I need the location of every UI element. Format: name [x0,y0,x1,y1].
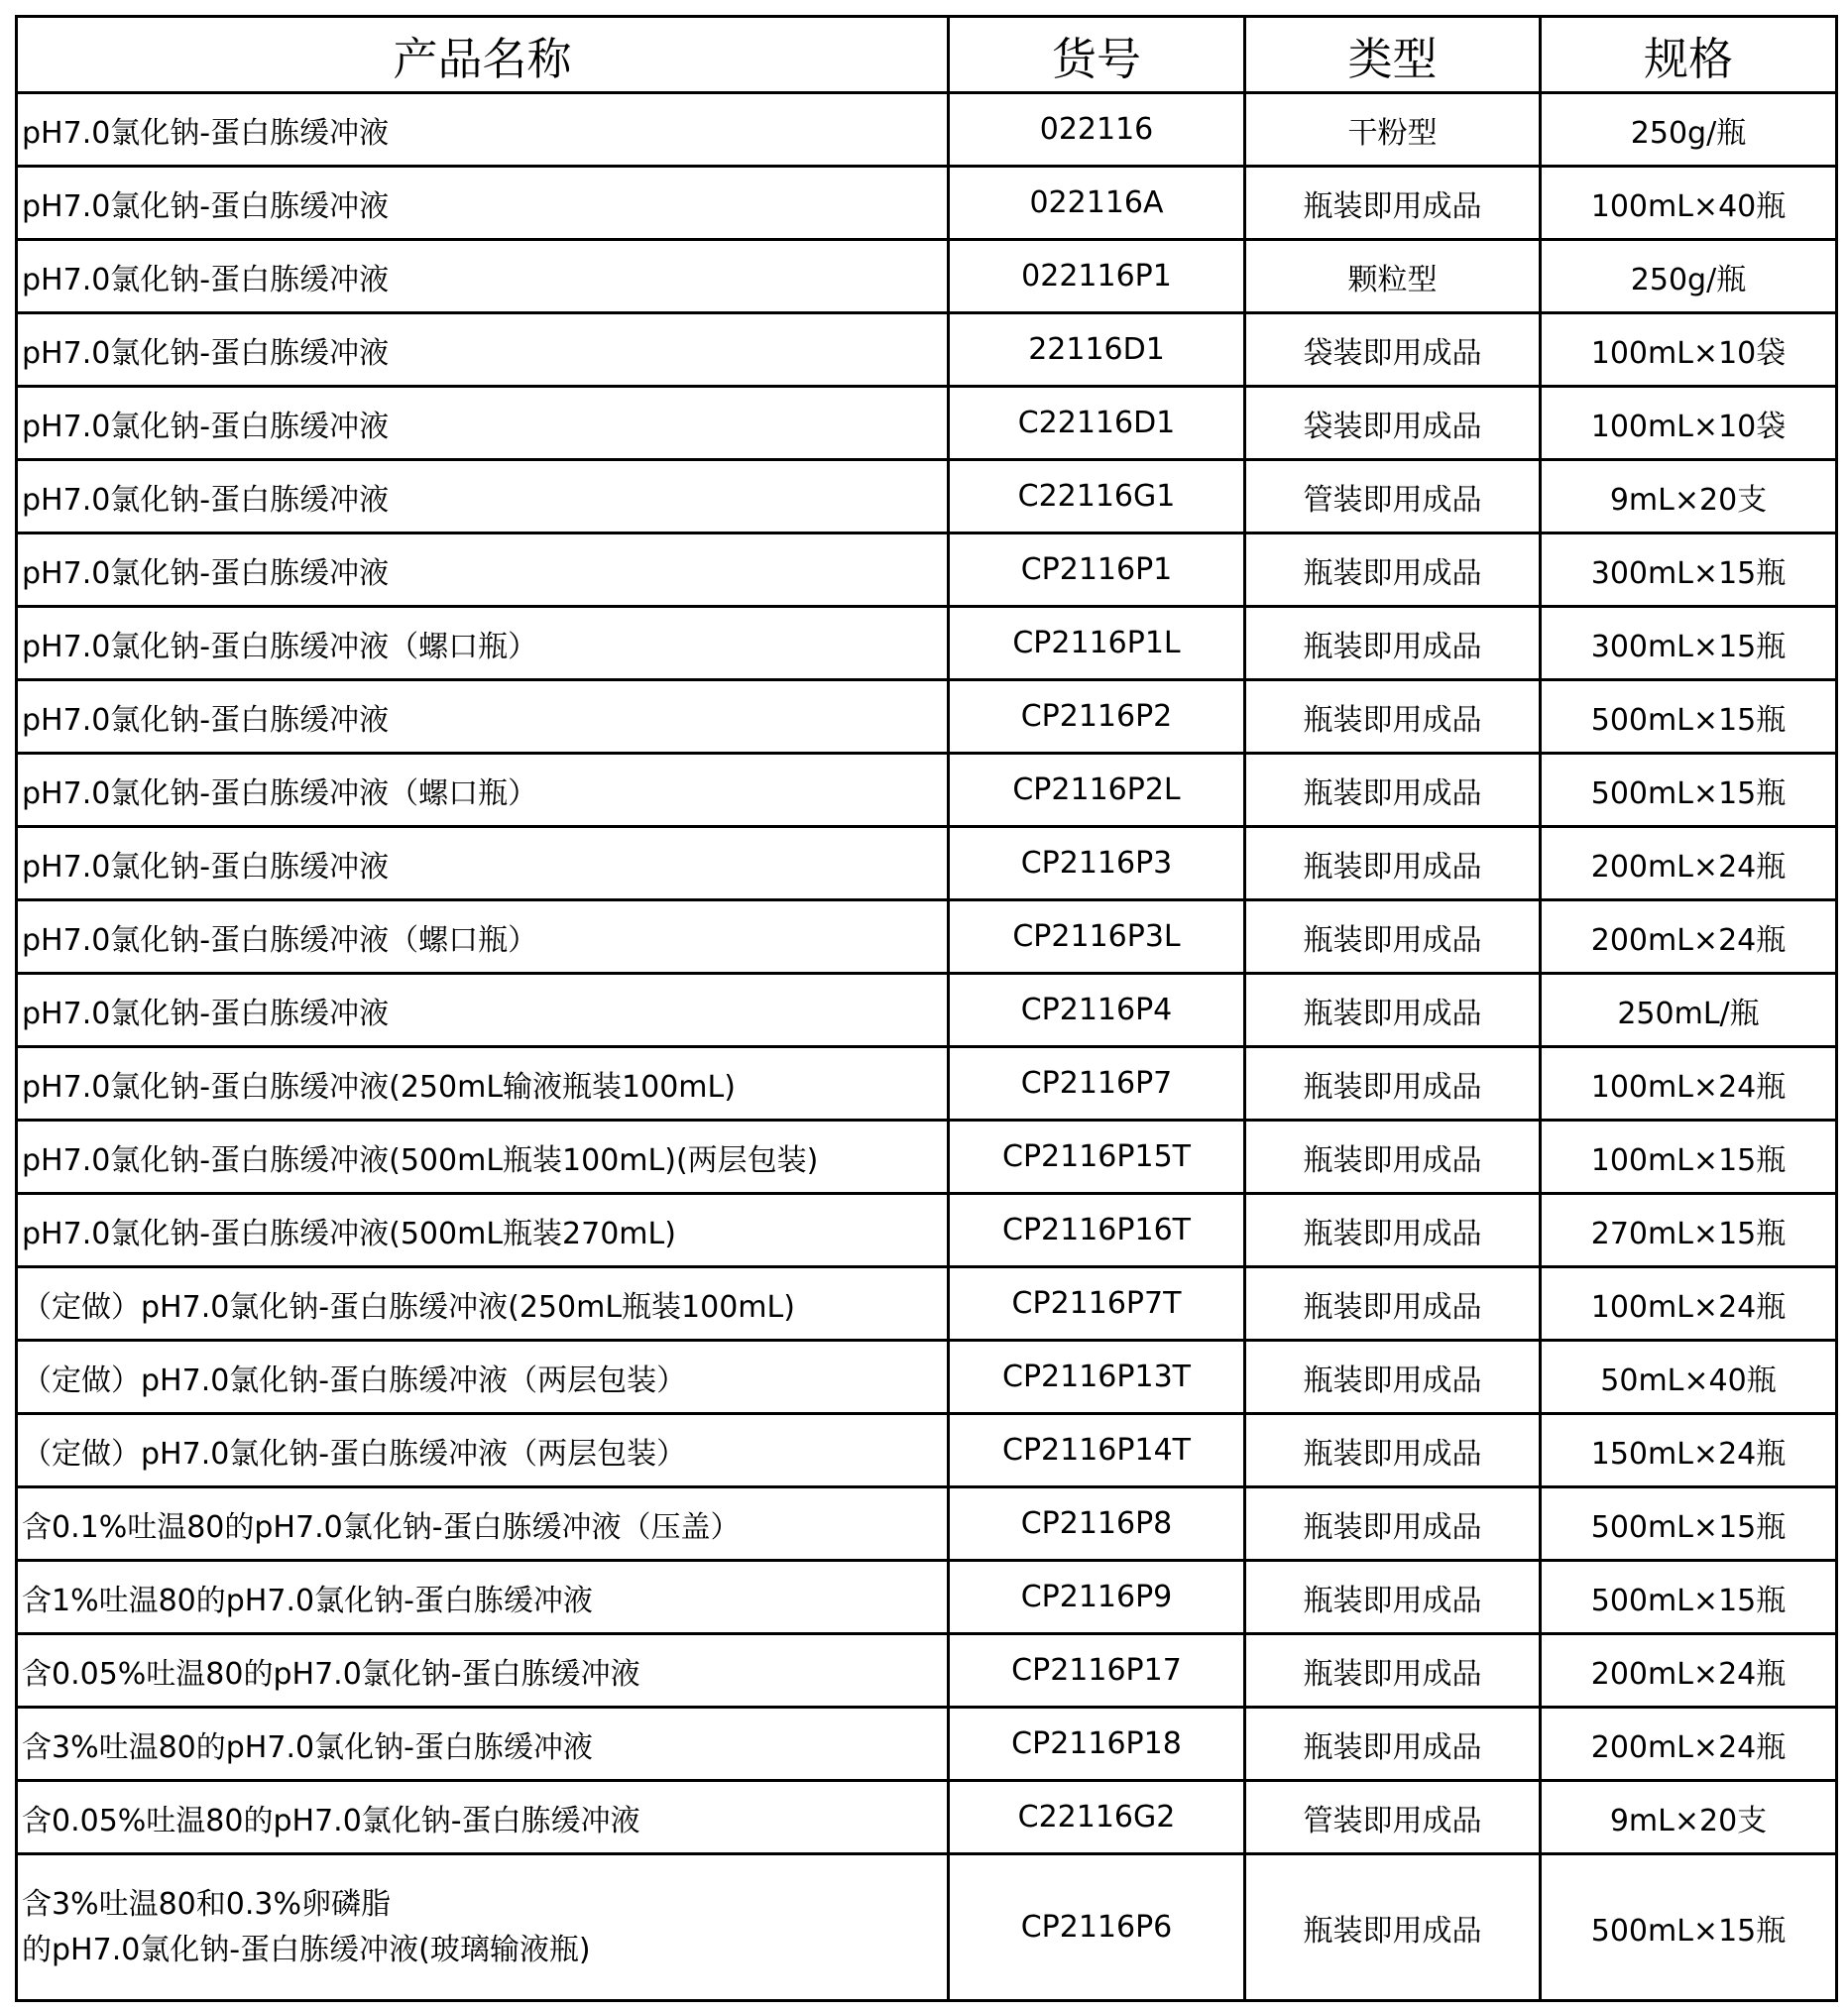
item-code-cell: CP2116P17 [949,1634,1245,1708]
table-row [17,460,1837,533]
product-name-cell: pH7.0氯化钠-蛋白胨缓冲液 [17,460,949,533]
table-row [17,1341,1837,1414]
product-table [15,15,1838,2002]
type-cell: 瓶装即用成品 [1245,1341,1541,1414]
table-row [17,607,1837,680]
product-name-cell: 含1%吐温80的pH7.0氯化钠-蛋白胨缓冲液 [17,1561,949,1634]
type-cell: 瓶装即用成品 [1245,533,1541,607]
table-row [17,754,1837,827]
spec-cell: 50mL×40瓶 [1541,1341,1837,1414]
spec-cell: 300mL×15瓶 [1541,533,1837,607]
type-cell: 袋装即用成品 [1245,313,1541,387]
product-name-line: 的pH7.0氯化钠-蛋白胨缓冲液(玻璃输液瓶) [22,1932,591,1967]
product-name-cell: pH7.0氯化钠-蛋白胨缓冲液（螺口瓶） [17,607,949,680]
spec-cell: 500mL×15瓶 [1541,1487,1837,1561]
product-name-cell: pH7.0氯化钠-蛋白胨缓冲液 [17,974,949,1047]
table-row [17,1781,1837,1854]
type-cell: 瓶装即用成品 [1245,607,1541,680]
item-code-cell: CP2116P2 [949,680,1245,754]
type-cell: 瓶装即用成品 [1245,1634,1541,1708]
table-row [17,1121,1837,1194]
product-name-cell: pH7.0氯化钠-蛋白胨缓冲液 [17,680,949,754]
spec-cell: 250g/瓶 [1541,240,1837,313]
spec-cell: 250mL/瓶 [1541,974,1837,1047]
item-code-cell: CP2116P3L [949,900,1245,974]
type-cell: 瓶装即用成品 [1245,1561,1541,1634]
item-code-cell: CP2116P18 [949,1708,1245,1781]
header-row [17,17,1837,93]
type-cell: 瓶装即用成品 [1245,900,1541,974]
product-name-cell: pH7.0氯化钠-蛋白胨缓冲液(250mL输液瓶装100mL) [17,1047,949,1121]
type-cell: 瓶装即用成品 [1245,1487,1541,1561]
product-name-cell: 含0.1%吐温80的pH7.0氯化钠-蛋白胨缓冲液（压盖） [17,1487,949,1561]
spec-cell: 500mL×15瓶 [1541,680,1837,754]
type-cell: 瓶装即用成品 [1245,167,1541,240]
product-name-cell: （定做）pH7.0氯化钠-蛋白胨缓冲液（两层包装） [17,1414,949,1487]
product-name-cell: pH7.0氯化钠-蛋白胨缓冲液 [17,240,949,313]
product-name-cell: pH7.0氯化钠-蛋白胨缓冲液 [17,167,949,240]
item-code-cell: CP2116P1L [949,607,1245,680]
table-row [17,387,1837,460]
item-code-cell: C22116G2 [949,1781,1245,1854]
table-row [17,827,1837,900]
type-cell: 管装即用成品 [1245,1781,1541,1854]
spec-cell: 9mL×20支 [1541,460,1837,533]
item-code-cell: 22116D1 [949,313,1245,387]
item-code-cell: C22116D1 [949,387,1245,460]
product-name-cell: （定做）pH7.0氯化钠-蛋白胨缓冲液（两层包装） [17,1341,949,1414]
item-code-cell: 022116P1 [949,240,1245,313]
header-spec: 规格 [1541,17,1837,93]
type-cell: 瓶装即用成品 [1245,1121,1541,1194]
product-name-cell: pH7.0氯化钠-蛋白胨缓冲液 [17,387,949,460]
table-row [17,1267,1837,1341]
item-code-cell: CP2116P7 [949,1047,1245,1121]
product-name-cell: pH7.0氯化钠-蛋白胨缓冲液（螺口瓶） [17,900,949,974]
type-cell: 瓶装即用成品 [1245,974,1541,1047]
table-row [17,1487,1837,1561]
table-row [17,1047,1837,1121]
item-code-cell: CP2116P8 [949,1487,1245,1561]
spec-cell: 500mL×15瓶 [1541,1854,1837,2001]
header-type: 类型 [1245,17,1541,93]
header-product-name: 产品名称 [17,17,949,93]
spec-cell: 200mL×24瓶 [1541,1708,1837,1781]
item-code-cell: CP2116P9 [949,1561,1245,1634]
table-row [17,900,1837,974]
spec-cell: 500mL×15瓶 [1541,1561,1837,1634]
product-name-cell [17,1854,949,2001]
table-row [17,680,1837,754]
type-cell: 瓶装即用成品 [1245,1854,1541,2001]
product-name-cell: pH7.0氯化钠-蛋白胨缓冲液 [17,827,949,900]
type-cell: 瓶装即用成品 [1245,754,1541,827]
product-name-cell: （定做）pH7.0氯化钠-蛋白胨缓冲液(250mL瓶装100mL) [17,1267,949,1341]
product-name-cell: 含0.05%吐温80的pH7.0氯化钠-蛋白胨缓冲液 [17,1781,949,1854]
table-row [17,974,1837,1047]
item-code-cell: CP2116P13T [949,1341,1245,1414]
item-code-cell: CP2116P4 [949,974,1245,1047]
table-row [17,1194,1837,1267]
spec-cell: 9mL×20支 [1541,1781,1837,1854]
item-code-cell: CP2116P15T [949,1121,1245,1194]
spec-cell: 300mL×15瓶 [1541,607,1837,680]
type-cell: 管装即用成品 [1245,460,1541,533]
spec-cell: 500mL×15瓶 [1541,754,1837,827]
spec-cell: 100mL×10袋 [1541,387,1837,460]
type-cell: 瓶装即用成品 [1245,680,1541,754]
item-code-cell: CP2116P6 [949,1854,1245,2001]
item-code-cell: 022116A [949,167,1245,240]
item-code-cell: CP2116P1 [949,533,1245,607]
type-cell: 瓶装即用成品 [1245,827,1541,900]
type-cell: 瓶装即用成品 [1245,1047,1541,1121]
header-item-code: 货号 [949,17,1245,93]
type-cell: 袋装即用成品 [1245,387,1541,460]
product-name-cell: pH7.0氯化钠-蛋白胨缓冲液(500mL瓶装270mL) [17,1194,949,1267]
item-code-cell: CP2116P14T [949,1414,1245,1487]
table-row [17,1708,1837,1781]
spec-cell: 100mL×24瓶 [1541,1047,1837,1121]
item-code-cell: C22116G1 [949,460,1245,533]
table-row [17,93,1837,167]
item-code-cell: CP2116P2L [949,754,1245,827]
item-code-cell: CP2116P7T [949,1267,1245,1341]
product-name-cell: pH7.0氯化钠-蛋白胨缓冲液 [17,533,949,607]
type-cell: 瓶装即用成品 [1245,1414,1541,1487]
type-cell: 干粉型 [1245,93,1541,167]
item-code-cell: 022116 [949,93,1245,167]
product-name-cell: 含0.05%吐温80的pH7.0氯化钠-蛋白胨缓冲液 [17,1634,949,1708]
product-name-cell: pH7.0氯化钠-蛋白胨缓冲液 [17,313,949,387]
spec-cell: 200mL×24瓶 [1541,827,1837,900]
product-name-cell: pH7.0氯化钠-蛋白胨缓冲液 [17,93,949,167]
item-code-cell: CP2116P16T [949,1194,1245,1267]
table-row [17,1854,1837,2001]
table-row [17,1414,1837,1487]
type-cell: 颗粒型 [1245,240,1541,313]
spec-cell: 270mL×15瓶 [1541,1194,1837,1267]
product-name-cell: pH7.0氯化钠-蛋白胨缓冲液（螺口瓶） [17,754,949,827]
spec-cell: 150mL×24瓶 [1541,1414,1837,1487]
table-row [17,1561,1837,1634]
spec-cell: 100mL×15瓶 [1541,1121,1837,1194]
type-cell: 瓶装即用成品 [1245,1267,1541,1341]
table-row [17,1634,1837,1708]
table-row [17,240,1837,313]
table-row [17,533,1837,607]
type-cell: 瓶装即用成品 [1245,1708,1541,1781]
spec-cell: 250g/瓶 [1541,93,1837,167]
spec-cell: 100mL×24瓶 [1541,1267,1837,1341]
table-row [17,313,1837,387]
spec-cell: 200mL×24瓶 [1541,900,1837,974]
product-name-cell: 含3%吐温80的pH7.0氯化钠-蛋白胨缓冲液 [17,1708,949,1781]
product-name-cell: pH7.0氯化钠-蛋白胨缓冲液(500mL瓶装100mL)(两层包装) [17,1121,949,1194]
type-cell: 瓶装即用成品 [1245,1194,1541,1267]
table-row [17,167,1837,240]
spec-cell: 100mL×10袋 [1541,313,1837,387]
product-name-line: 含3%吐温80和0.3%卵磷脂 [22,1886,391,1922]
spec-cell: 200mL×24瓶 [1541,1634,1837,1708]
spec-cell: 100mL×40瓶 [1541,167,1837,240]
item-code-cell: CP2116P3 [949,827,1245,900]
